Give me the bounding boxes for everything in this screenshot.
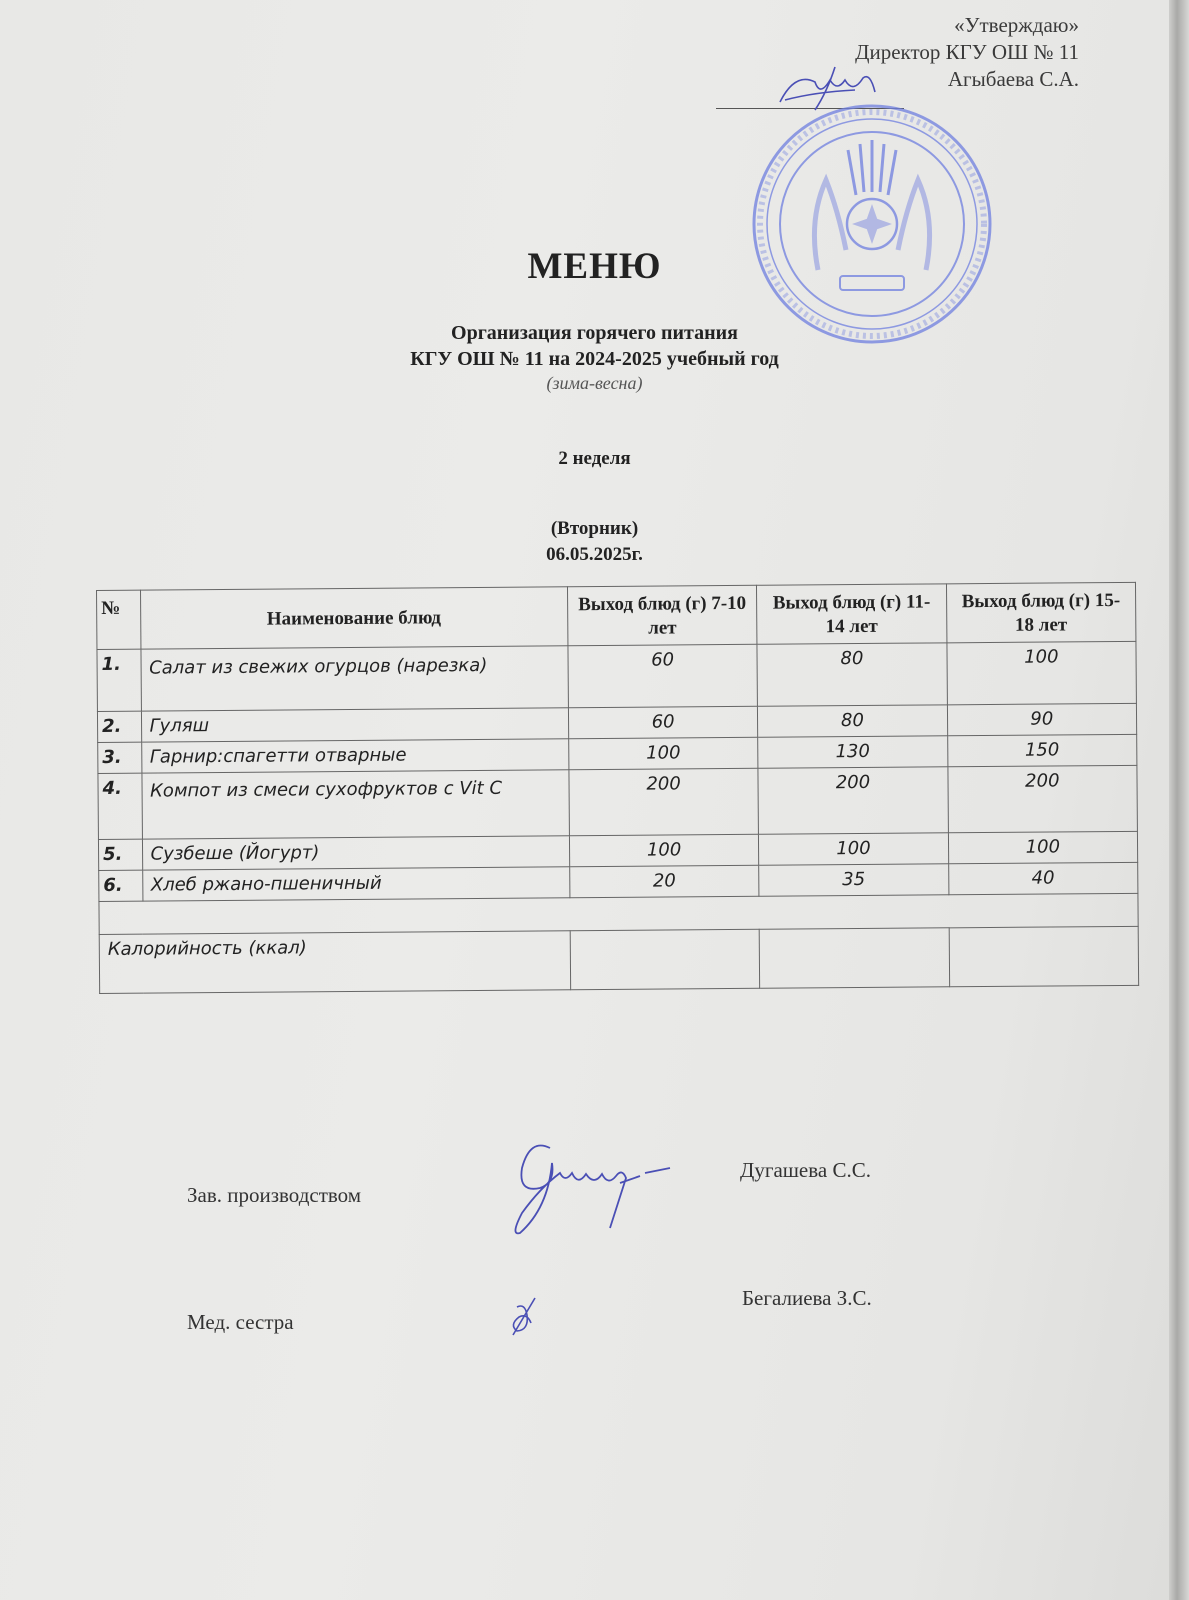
column-header-portion-11-14: Выход блюд (г) 11-14 лет [757, 584, 947, 644]
calories-11-14 [759, 928, 949, 988]
calories-15-18 [949, 926, 1139, 986]
portion-11-14: 80 [757, 643, 947, 706]
column-header-number: № [97, 590, 141, 649]
column-header-portion-7-10: Выход блюд (г) 7-10 лет [567, 585, 757, 645]
portion-11-14: 80 [758, 705, 948, 737]
portion-7-10: 200 [569, 768, 759, 835]
menu-table [96, 582, 1139, 994]
portion-7-10: 100 [569, 834, 759, 866]
page-title: МЕНЮ [527, 246, 662, 287]
table-row [97, 641, 1136, 711]
dish-name: Хлеб ржано-пшеничный [142, 867, 570, 901]
dish-name: Гарнир:спагетти отварные [141, 739, 569, 773]
portion-15-18: 40 [948, 862, 1138, 894]
approval-position: Директор КГУ ОШ № 11 [855, 40, 1079, 64]
row-number: 2. [97, 711, 141, 742]
organization-heading [0, 320, 1189, 372]
production-manager-signature-icon [500, 1128, 680, 1238]
portion-15-18: 100 [948, 831, 1138, 863]
portion-11-14: 130 [758, 736, 948, 768]
date-label: 06.05.2025г. [546, 544, 643, 565]
table-row [98, 765, 1137, 839]
portion-15-18: 150 [947, 734, 1137, 766]
day-label: (Вторник) [550, 518, 639, 539]
signature-name-nurse: Бегалиева З.С. [742, 1286, 872, 1310]
calories-label: Калорийность (ккал) [99, 931, 570, 994]
calories-7-10 [570, 929, 760, 989]
page-edge-shadow [1169, 0, 1189, 1600]
official-stamp-icon [748, 100, 996, 348]
row-number: 1. [97, 649, 141, 711]
row-number: 6. [99, 870, 143, 901]
approval-label: «Утверждаю» [954, 13, 1079, 37]
portion-15-18: 200 [948, 765, 1138, 832]
portion-7-10: 60 [568, 644, 758, 707]
portion-15-18: 100 [947, 641, 1137, 704]
portion-11-14: 200 [758, 767, 948, 834]
day-block [0, 516, 1189, 568]
dish-name: Сузбеше (Йогурт) [142, 836, 570, 870]
approval-name: Агыбаева С.А. [947, 67, 1079, 91]
signature-role-production: Зав. производством [187, 1183, 362, 1207]
signature-role-nurse: Мед. сестра [187, 1310, 294, 1334]
dish-name: Салат из свежих огурцов (нарезка) [140, 646, 568, 711]
portion-7-10: 20 [570, 865, 760, 897]
dish-name: Гуляш [141, 708, 569, 742]
org-line-2: КГУ ОШ № 11 на 2024-2025 учебный год [410, 348, 779, 370]
calories-row [99, 926, 1138, 993]
table-header-row [97, 582, 1136, 649]
portion-7-10: 60 [568, 706, 758, 738]
portion-7-10: 100 [569, 737, 759, 769]
row-number: 5. [98, 839, 142, 870]
portion-15-18: 90 [947, 703, 1137, 735]
row-number: 4. [98, 773, 142, 839]
column-header-dish: Наименование блюд [140, 587, 568, 649]
column-header-portion-15-18: Выход блюд (г) 15-18 лет [946, 582, 1136, 642]
portion-11-14: 100 [759, 833, 949, 865]
week-label: 2 неделя [558, 448, 631, 469]
signature-name-production: Дугашева С.С. [740, 1158, 871, 1182]
portion-11-14: 35 [759, 864, 949, 896]
director-signature-icon [775, 62, 895, 112]
nurse-signature-icon [505, 1295, 545, 1340]
org-line-1: Организация горячего питания [451, 322, 738, 344]
row-number: 3. [98, 742, 142, 773]
season-label: (зима-весна) [546, 373, 643, 393]
dish-name: Компот из смеси сухофруктов с Vit C [141, 770, 569, 839]
